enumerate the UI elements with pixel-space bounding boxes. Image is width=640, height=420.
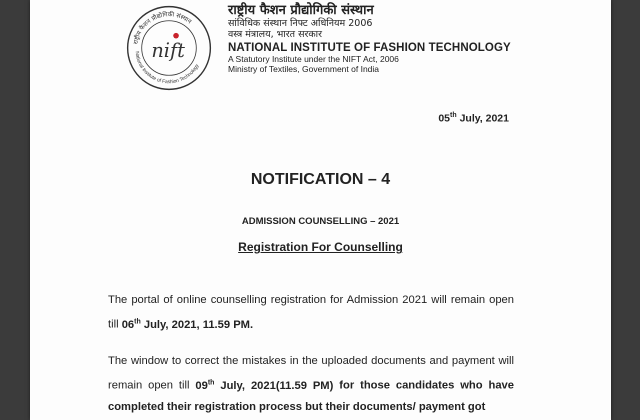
date-day: 05 bbox=[438, 112, 451, 125]
para2-deadline bbox=[195, 380, 333, 392]
institute-name: NATIONAL INSTITUTE OF FASHION TECHNOLOGY bbox=[228, 41, 511, 54]
para1-text: The portal of online counselling registration for Admission 2021 will remain open till bbox=[108, 294, 514, 331]
para1-deadline-day: 06 bbox=[121, 318, 135, 331]
paragraph-2 bbox=[108, 351, 514, 418]
para1-deadline bbox=[122, 319, 253, 331]
hindi-institute-name: राष्ट्रीय फैशन प्रौद्योगिकी संस्थान bbox=[228, 3, 374, 18]
notification-subtitle: ADMISSION COUNSELLING – 2021 bbox=[241, 216, 400, 227]
statutory-line: A Statutory Institute under the NIFT Act, 2006 bbox=[228, 54, 399, 64]
paragraph-1 bbox=[108, 290, 514, 336]
section-heading: Registration For Counselling bbox=[238, 240, 403, 254]
hindi-ministry-line: वस्त्र मंत्रालय, भारत सरकार bbox=[228, 28, 323, 40]
para2-deadline-suffix: th bbox=[207, 379, 215, 386]
seal-ring-top-text: राष्ट्रीय फैशन प्रौद्योगिकी संस्थान bbox=[132, 11, 193, 45]
nift-seal-logo bbox=[125, 4, 213, 92]
seal-ring-bottom-text: National Institute of Fashion Technology bbox=[133, 51, 201, 86]
seal-accent-dot bbox=[173, 33, 179, 39]
seal-center-text: nift bbox=[151, 38, 185, 62]
hindi-statutory-line: सांविधिक संस्थान निफ्ट अधिनियम 2006 bbox=[228, 17, 373, 29]
para1-deadline-suffix: th bbox=[134, 318, 141, 325]
para2-text2: for those candidates who have completed their registration process but their documents/ payment got bbox=[108, 379, 514, 413]
document-page bbox=[30, 0, 611, 420]
para1-deadline-rest: July, 2021, 11.59 PM. bbox=[140, 318, 254, 331]
date-rest: July, 2021 bbox=[459, 112, 509, 125]
notice-date bbox=[438, 112, 509, 125]
institute-header bbox=[228, 4, 511, 75]
para2-deadline-day: 09 bbox=[195, 379, 208, 392]
para2-deadline-rest: July, 2021(11.59 PM) bbox=[214, 379, 334, 392]
para2-text1: The window to correct the mistakes in the uploaded documents and payment will remain open till bbox=[108, 355, 514, 392]
date-suffix: th bbox=[450, 112, 457, 119]
notification-title: NOTIFICATION – 4 bbox=[250, 171, 391, 188]
ministry-line: Ministry of Textiles, Government of India bbox=[228, 63, 380, 74]
